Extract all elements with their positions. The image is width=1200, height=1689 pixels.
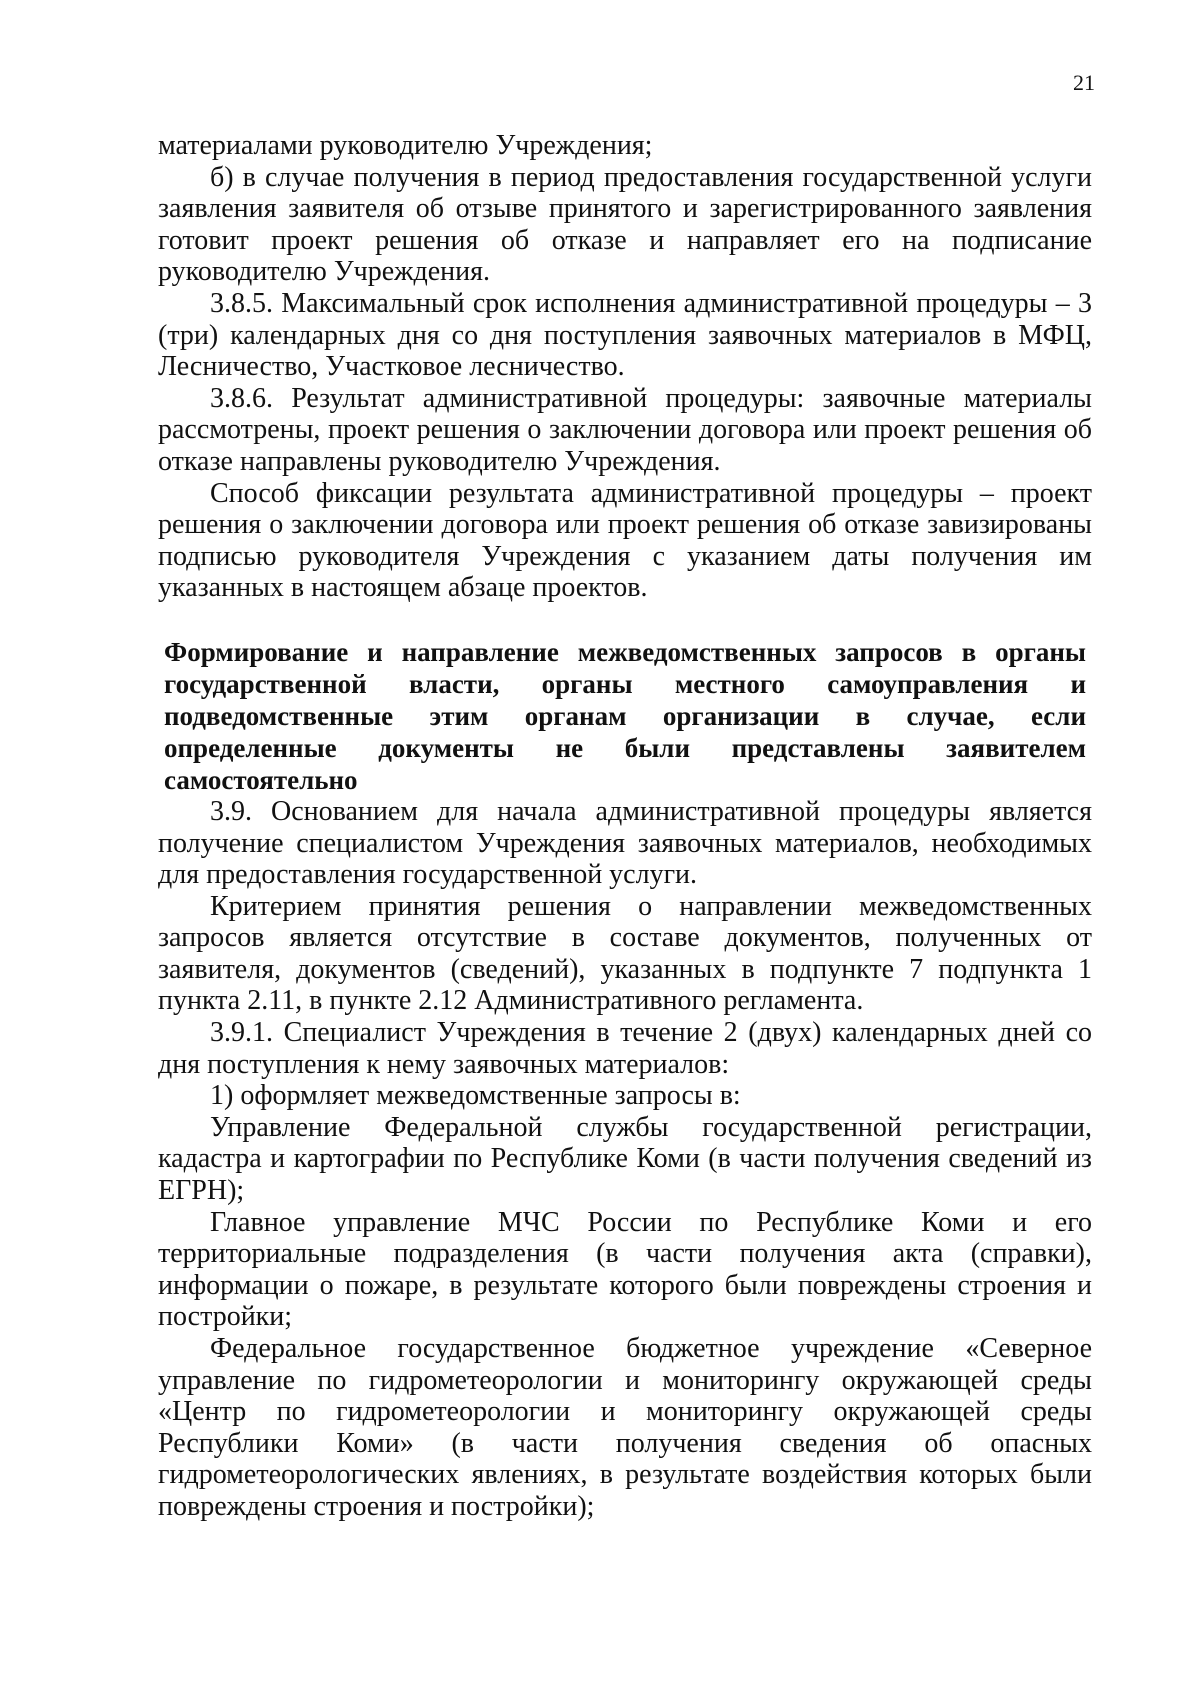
document-body — [158, 130, 1092, 1523]
paragraph-item-b: б) в случае получения в период предоставления государственной услуги заявления заявителя об отзыве принятого и зарегистрированного заявления готовит проект решения об отказе и направляет его на подписание руководителю Учреждения. — [158, 161, 1092, 288]
paragraph-continuation: материалами руководителю Учреждения; — [158, 130, 653, 161]
paragraph-rosreestr: Управление Федеральной службы государственной регистрации, кадастра и картографии по Республике Коми (в части получения сведений из ЕГРН); — [158, 1111, 1092, 1207]
paragraph-hydromet: Федеральное государственное бюджетное учреждение «Северное управление по гидрометеорологии и мониторингу окружающей среды «Центр по гидрометеорологии и мониторингу окружающей среды Республики Коми» (в части получения сведения об опасных гидрометеорологических явлениях, в результате воздействия которых были повреждены строения и постройки); — [158, 1333, 1092, 1522]
paragraph-fixation-method: Способ фиксации результата административной процедуры – проект решения о заключении договора или проект решения об отказе завизированы подписью руководителя Учреждения с указанием даты получения им указанных в настоящем абзаце проектов. — [158, 477, 1092, 604]
paragraph-3-9: 3.9. Основанием для начала административной процедуры является получение специалистом Учреждения заявочных материалов, необходимых для предоставления государственной услуги. — [158, 795, 1092, 891]
paragraph-3-8-5: 3.8.5. Максимальный срок исполнения административной процедуры – 3 (три) календарных дня со дня поступления заявочных материалов в МФЦ, Лесничество, Участковое лесничество. — [158, 287, 1092, 383]
paragraph-3-8-6: 3.8.6. Результат административной процедуры: заявочные материалы рассмотрены, проект решения о заключении договора или проект решения об отказе направлены руководителю Учреждения. — [158, 382, 1092, 477]
page-number: 21 — [1073, 70, 1095, 95]
paragraph-mchs: Главное управление МЧС России по Республике Коми и его территориальные подразделения (в части получения акта (справки), информации о пожаре, в результате которого были повреждены строения и постройки; — [158, 1206, 1092, 1333]
section-heading: Формирование и направление межведомственных запросов в органы государственной власти, органы местного самоуправления и подведомственные этим органам организации в случае, если определенные документы не были представлены заявителем самостоятельно — [164, 636, 1086, 795]
paragraph-3-9-1: 3.9.1. Специалист Учреждения в течение 2 (двух) календарных дней со дня поступления к нему заявочных материалов: — [158, 1017, 1092, 1080]
paragraph-criterion: Критерием принятия решения о направлении межведомственных запросов является отсутствие в составе документов, полученных от заявителя, документов (сведений), указанных в подпункте 7 подпункта 1 пункта 2.11, в пункте 2.12 Административного регламента. — [158, 890, 1092, 1017]
paragraph-item-1: 1) оформляет межведомственные запросы в: — [210, 1080, 741, 1112]
